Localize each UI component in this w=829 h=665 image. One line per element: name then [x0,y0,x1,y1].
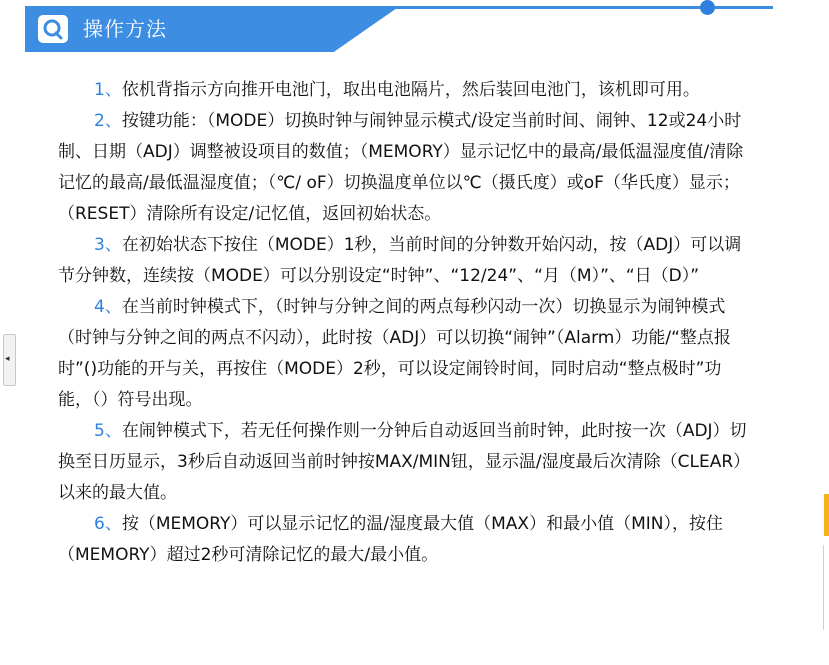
step-number: 1、 [94,80,122,100]
right-edge-divider [823,545,824,630]
step-text: 在当前时钟模式下，（时钟与分钟之间的两点每秒闪动一次）切换显示为闹钟模式（时钟与分钟之间的两点不闪动），此时按（ADJ）可以切换“闹钟”（Alarm）功能/“整点报时”()功能的开与关，再按住（MODE）2秒，可以设定闹铃时间，同时启动“整点极时”功能，（）符号出现。 [58,297,731,410]
search-icon [38,15,68,43]
step-number: 6、 [94,514,122,534]
step-number: 4、 [94,297,122,317]
right-edge-accent [824,494,829,536]
section-title: 操作方法 [83,17,167,41]
step-text: 在闹钟模式下，若无任何操作则一分钟后自动返回当前时钟，此时按一次（ADJ）切换至日历显示，3秒后自动返回当前时钟按MAX/MIN钮，显示温/湿度最后次清除（CLEAR）以来的最大值。 [58,421,747,503]
step-text: 在初始状态下按住（MODE）1秒，当前时间的分钟数开始闪动，按（ADJ）可以调节分钟数，连续按（MODE）可以分别设定“时钟”、“12/24”、“月（M）”、“日（D）” [58,235,742,286]
instruction-step [58,106,748,230]
step-text: 依机背指示方向推开电池门，取出电池隔片，然后装回电池门，该机即可用。 [121,80,700,100]
instructions-body [58,75,748,571]
step-number: 2、 [94,111,122,131]
step-text: 按（MEMORY）可以显示记忆的温/湿度最大值（MAX）和最小值（MIN），按住（MEMORY）超过2秒可清除记忆的最大/最小值。 [58,514,723,565]
instruction-step [58,75,748,106]
section-header-band [25,8,397,52]
instruction-step [58,230,748,292]
collapse-panel-tab[interactable] [3,334,16,386]
header-dot [700,0,715,15]
instruction-step [58,509,748,571]
instruction-step [58,416,748,509]
step-number: 5、 [94,421,122,441]
step-number: 3、 [94,235,122,255]
instruction-step [58,292,748,416]
caret-left-icon: ◂ [5,354,10,364]
step-text: 按键功能：（MODE）切换时钟与闹钟显示模式/设定当前时间、闹钟、12或24小时制、日期（ADJ）调整被设项目的数值；（MEMORY）显示记忆中的最高/最低温湿度值/清除记忆的最高/最低温湿度值；（℃/ oF）切换温度单位以℃（摄氏度）或oF（华氏度）显示；（RESET）清除所有设定/记忆值，返回初始状态。 [58,111,744,224]
